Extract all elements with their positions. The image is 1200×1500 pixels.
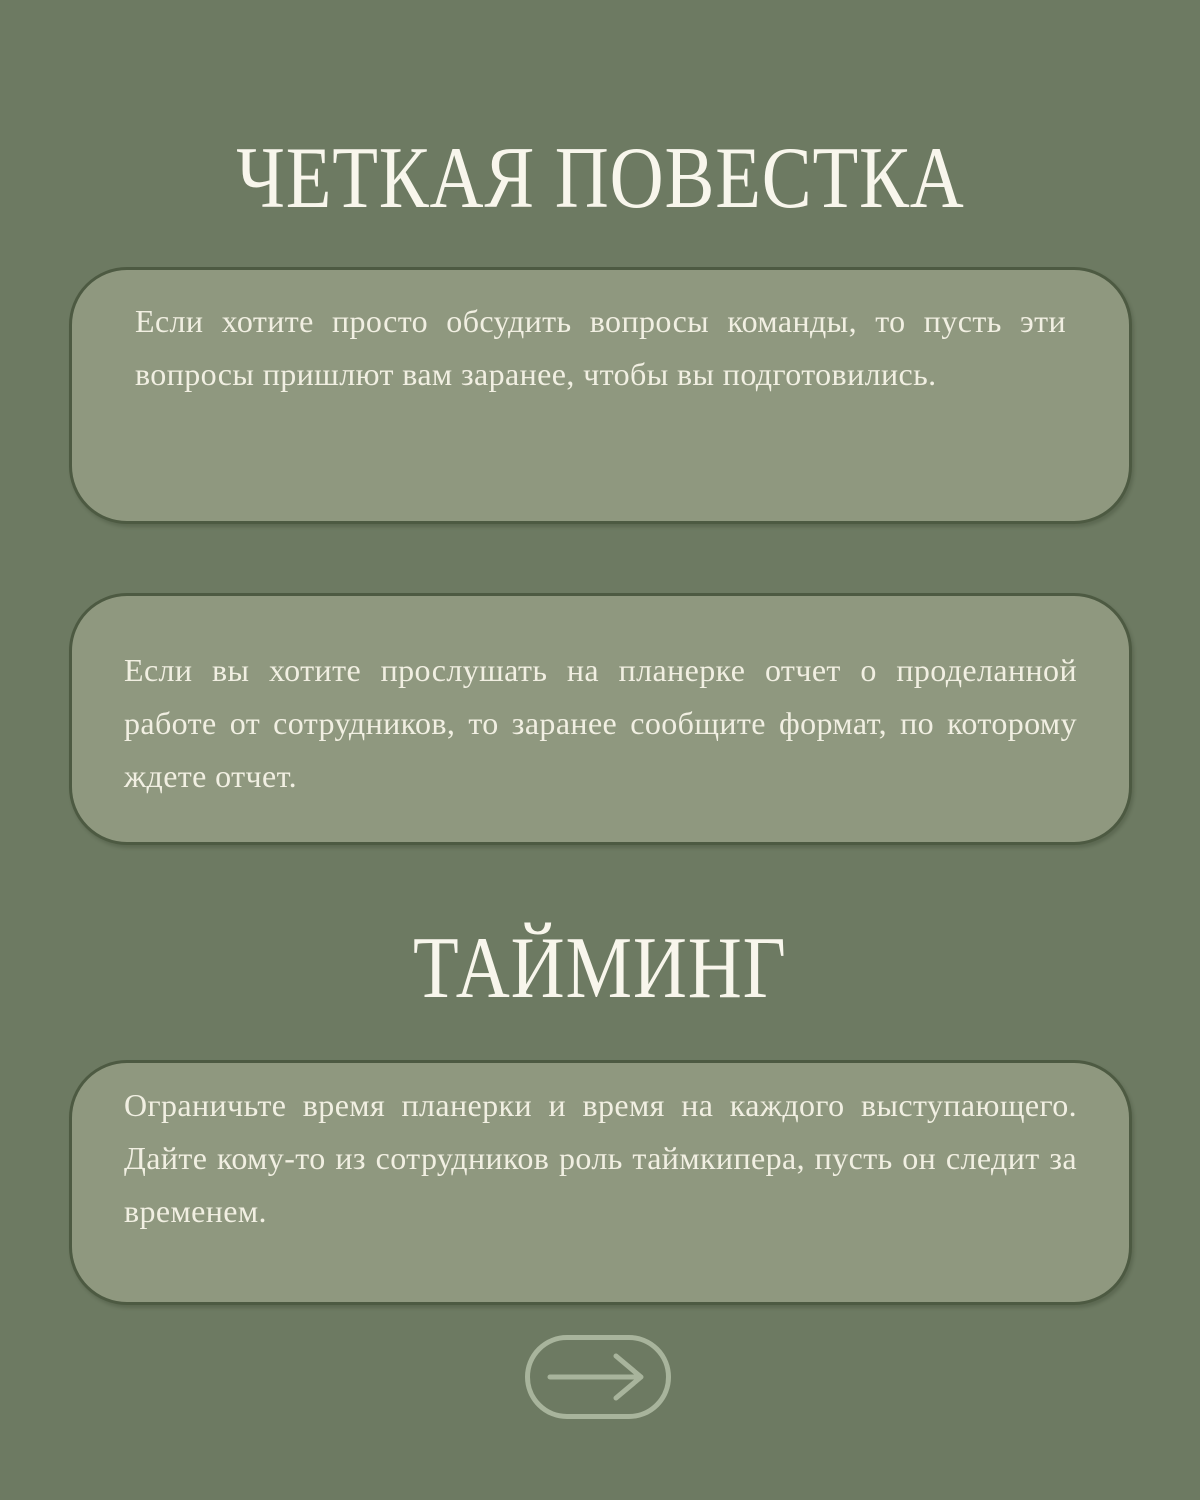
card-agenda-questions xyxy=(69,267,1132,524)
section-title-timing xyxy=(0,916,1200,1022)
card-agenda-report-format xyxy=(69,593,1132,845)
card-timing-limit xyxy=(69,1060,1132,1305)
card-agenda-questions-text: Если хотите просто обсудить вопросы команды, то пусть эти вопросы пришлют вам заранее, чтобы вы подготовились. xyxy=(135,303,1066,392)
next-button[interactable] xyxy=(525,1335,671,1419)
card-timing-limit-text: Ограничьте время планерки и время на каждого выступающего. Дайте кому-то из сотрудников роль таймкипера, пусть он следит за временем. xyxy=(124,1087,1077,1229)
card-agenda-report-format-text: Если вы хотите прослушать на планерке отчет о проделанной работе от сотрудников, то заранее сообщите формат, по которому ждете отчет. xyxy=(124,652,1077,794)
section-title-timing-text: ТАЙМИНГ xyxy=(413,920,787,1017)
section-title-agenda-text: ЧЕТКАЯ ПОВЕСТКА xyxy=(235,130,965,227)
section-title-agenda xyxy=(0,126,1200,232)
arrow-right-icon xyxy=(530,1340,666,1414)
